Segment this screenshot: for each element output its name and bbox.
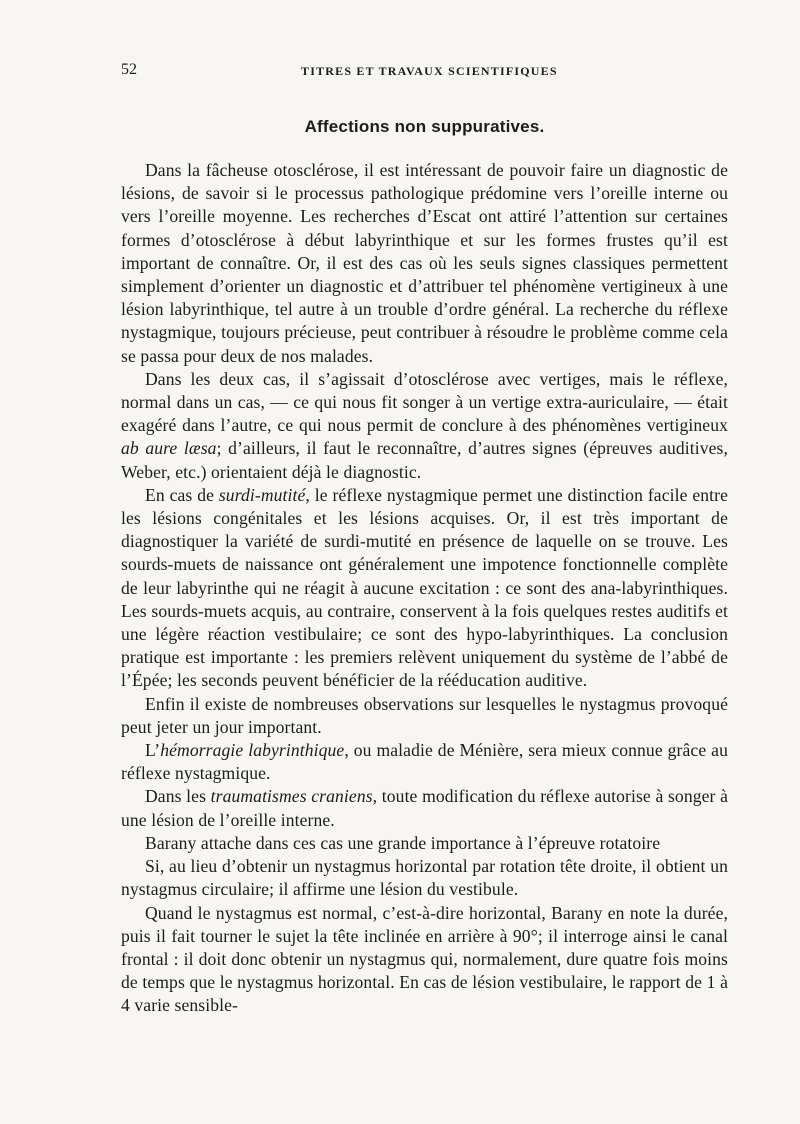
section-title: Affections non suppuratives. <box>304 117 545 136</box>
running-title: TITRES ET TRAVAUX SCIENTIFIQUES <box>301 64 558 78</box>
paragraph-text: , le réflexe nystagmique permet une distinction facile entre les lésions congénitales et les lésions acquises. Or, il est très important de diagnostiquer la variété de surdi-mutité en présence de laquelle on se trouve. Les sourds-muets de naissance ont généralement une impotence fonctionnelle complète de leur labyrinthe qui ne réagit à aucune excitation : ce sont des ana-labyrinthiques. Les sourds-muets acquis, au contraire, conservent à la fois quelques restes auditifs et une légère réaction vestibulaire; ce sont des hypo-labyrinthiques. La conclusion pratique est importante : les premiers relèvent uniquement du système de l’abbé de l’Épée; les seconds peuvent bénéficier de la rééducation auditive. <box>121 484 728 691</box>
body-text <box>121 159 728 1018</box>
paragraph-text: ; d’ailleurs, il faut le reconnaître, d’autres signes (épreuves auditives, Weber, etc.) orientaient déjà le diagnostic. <box>121 438 728 482</box>
paragraph-text: Dans les <box>145 786 211 807</box>
paragraph-text: , ou maladie de Ménière, sera mieux connue grâce au réflexe nystagmique. <box>121 740 728 784</box>
paragraph <box>121 484 728 693</box>
paragraph <box>121 159 728 368</box>
paragraph-text: , toute modification du réflexe autorise à songer à une lésion de l’oreille interne. <box>121 786 729 830</box>
paragraph <box>121 785 728 831</box>
paragraph <box>121 693 728 739</box>
paragraph-text: Dans les deux cas, il s’agissait d’otosclérose avec vertiges, mais le réflexe, normal dans un cas, — ce qui nous fit songer à un vertige extra-auriculaire, — était exagéré dans l’autre, ce qui nous permit de conclure à des phénomènes vertigineux <box>121 368 728 436</box>
paragraph-text: L’ <box>145 740 161 761</box>
paragraph <box>121 855 728 901</box>
paragraph-text: Barany attache dans ces cas une grande importance à l’épreuve rotatoire <box>145 832 661 853</box>
paragraph-text: En cas de <box>145 484 219 505</box>
paragraph <box>121 902 728 1018</box>
emphasized-term: traumatismes craniens <box>210 786 373 807</box>
page-number: 52 <box>121 61 137 78</box>
latin-phrase: ab aure læsa <box>121 438 217 459</box>
running-head <box>121 58 728 82</box>
paragraph-text: Quand le nystagmus est normal, c’est-à-dire horizontal, Barany en note la durée, puis il fait tourner le sujet la tête inclinée en arrière à 90°; il interroge ainsi le canal frontal : il doit donc obtenir un nystagmus qui, normalement, dure quatre fois moins de temps que le nystagmus horizontal. En cas de lésion vestibulaire, le rapport de 1 à 4 varie sensible- <box>121 902 728 1016</box>
paragraph <box>121 832 728 855</box>
paragraph-text: Enfin il existe de nombreuses observations sur lesquelles le nystagmus provoqué peut jeter un jour important. <box>121 693 728 737</box>
paragraph-text: Dans la fâcheuse otosclérose, il est intéressant de pouvoir faire un diagnostic de lésions, de savoir si le processus pathologique prédomine vers l’oreille interne ou vers l’oreille moyenne. Les recherches d’Escat ont attiré l’attention sur certaines formes d’otosclérose à début labyrinthique et sur les formes frustes qu’il est important de connaître. Or, il est des cas où les seuls signes classiques permettent simplement d’orienter un diagnostic et d’attribuer tel phénomène vertigineux à une lésion labyrinthique, tel autre à un trouble d’ordre général. La recherche du réflexe nystagmique, toujours précieuse, peut contribuer à résoudre le problème comme cela se passa pour deux de nos malades. <box>121 160 728 366</box>
emphasized-term: surdi-mutité <box>218 484 306 505</box>
paragraph <box>121 739 728 785</box>
paragraph <box>121 368 728 484</box>
emphasized-term: hémorragie labyrinthique <box>160 740 345 761</box>
paragraph-text: Si, au lieu d’obtenir un nystagmus horizontal par rotation tête droite, il obtient un nystagmus circulaire; il affirme une lésion du vestibule. <box>121 856 728 900</box>
